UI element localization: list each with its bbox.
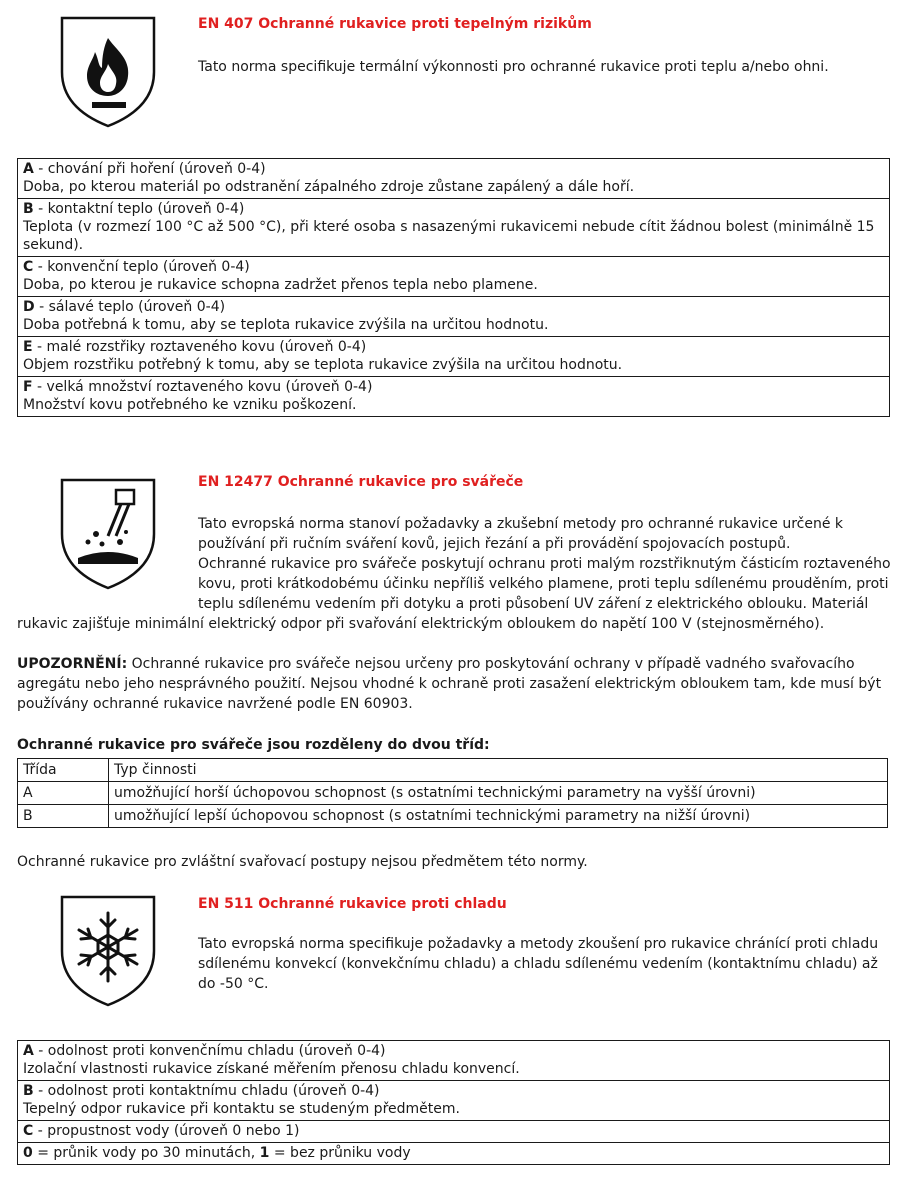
water-level-0-text: = průnik vody po 30 minutách,	[32, 1145, 260, 1161]
en511-criterion-a	[18, 1041, 889, 1081]
en511-description-line: do -50 °C.	[198, 976, 269, 992]
criterion-letter: B	[23, 1083, 34, 1099]
en12477-title: EN 12477 Ochranné rukavice pro svářeče	[198, 474, 524, 490]
flame-icon	[58, 14, 158, 130]
en12477-description-line: rukavic zajišťuje minimální elektrický odpor při svařování elektrickým obloukem do napětí 100 V (stejnosměrného).	[17, 616, 825, 632]
criterion-letter: C	[23, 1123, 34, 1139]
criterion-title: - chování při hoření (úroveň 0-4)	[33, 161, 266, 177]
table-row	[18, 782, 888, 805]
snowflake-icon	[58, 893, 158, 1009]
warning-label: UPOZORNĚNÍ:	[17, 656, 128, 672]
criterion-letter: E	[23, 339, 33, 355]
table-header-cell: Typ činnosti	[109, 759, 888, 782]
criterion-desc: Izolační vlastnosti rukavice získané měřením přenosu chladu konvencí.	[23, 1061, 520, 1077]
criterion-desc: Objem rozstřiku potřebný k tomu, aby se teplota rukavice zvýšila na určitou hodnotu.	[23, 357, 623, 373]
table-header-row	[18, 759, 888, 782]
en511-description-line: Tato evropská norma specifikuje požadavky a metody zkoušení pro rukavice chránící proti chladu	[198, 936, 879, 952]
criterion-desc: Tepelný odpor rukavice při kontaktu se studeným předmětem.	[23, 1101, 460, 1117]
table-cell: B	[18, 805, 109, 828]
water-level-0: 0	[23, 1145, 33, 1161]
water-level-1-text: = bez průniku vody	[269, 1145, 411, 1161]
en407-description-line: Tato norma specifikuje termální výkonnosti pro ochranné rukavice proti teplu a/nebo ohni.	[198, 59, 829, 75]
criterion-title: - odolnost proti kontaktnímu chladu (úroveň 0-4)	[33, 1083, 380, 1099]
en12477-description-line: Tato evropská norma stanoví požadavky a zkušební metody pro ochranné rukavice určené k	[198, 516, 843, 532]
table-cell: umožňující horší úchopovou schopnost (s ostatními technickými parametry na vyšší úrovni)	[109, 782, 888, 805]
en12477-description	[198, 514, 891, 614]
classes-table	[17, 758, 888, 828]
criterion-letter: F	[23, 379, 33, 395]
en407-criteria-box	[17, 158, 890, 417]
en511-criterion-b	[18, 1081, 889, 1121]
welding-icon	[58, 476, 158, 592]
en12477-description-line: Ochranné rukavice pro svářeče poskytují ochranu proti malým rozstřiknutým částicím roztaveného	[198, 556, 891, 572]
en12477-description-line: teplu sdílenému vedením při dotyku a proti působení UV záření z elektrického oblouku. Materiál	[198, 596, 869, 612]
criterion-desc: Množství kovu potřebného ke vzniku poškození.	[23, 397, 357, 413]
water-level-1: 1	[259, 1145, 270, 1161]
criterion-letter: A	[23, 1043, 34, 1059]
en511-title: EN 511 Ochranné rukavice proti chladu	[198, 896, 507, 912]
criterion-title: - kontaktní teplo (úroveň 0-4)	[33, 201, 245, 217]
criterion-title: - sálavé teplo (úroveň 0-4)	[34, 299, 226, 315]
criterion-letter: C	[23, 259, 34, 275]
criterion-desc: Doba potřebná k tomu, aby se teplota rukavice zvýšila na určitou hodnotu.	[23, 317, 549, 333]
en511-water-row	[18, 1143, 889, 1165]
criterion-title: - konvenční teplo (úroveň 0-4)	[33, 259, 250, 275]
en12477-note: Ochranné rukavice pro zvláštní svařovací postupy nejsou předmětem této normy.	[17, 854, 588, 870]
en407-title: EN 407 Ochranné rukavice proti tepelným rizikům	[198, 16, 592, 32]
en12477-description-line: kovu, proti krátkodobému účinku nepříliš velkého plamene, proti teplu sdílenému prouděním, proti	[198, 576, 889, 592]
criterion-title: - propustnost vody (úroveň 0 nebo 1)	[33, 1123, 300, 1139]
en12477-warning	[17, 654, 881, 714]
table-cell: umožňující lepší úchopovou schopnost (s ostatními technickými parametry na nižší úrovni)	[109, 805, 888, 828]
warning-text: agregátu nebo jeho nesprávného použití. Nejsou vhodné k ochraně proti zasažení elektrickým obloukem tam, kde musí být	[17, 676, 882, 692]
table-cell: A	[18, 782, 109, 805]
en407-criterion-b	[18, 199, 889, 257]
en511-criterion-c	[18, 1121, 889, 1143]
criterion-title: - malé rozstřiky roztaveného kovu (úroveň 0-4)	[32, 339, 367, 355]
criterion-letter: B	[23, 201, 34, 217]
en12477-description-line: používání při ručním sváření kovů, jejich řezání a při provádění spojovacích postupů.	[198, 536, 791, 552]
table-header-cell: Třída	[18, 759, 109, 782]
criterion-desc: Teplota (v rozmezí 100 °C až 500 °C), při které osoba s nasazenými rukavicemi nebude cítit žádnou bolest (minimálně 15	[23, 219, 875, 235]
en407-criterion-a	[18, 159, 889, 199]
table-row	[18, 805, 888, 828]
en407-criterion-d	[18, 297, 889, 337]
en511-description	[198, 934, 878, 994]
en407-criterion-f	[18, 377, 889, 417]
en407-criterion-e	[18, 337, 889, 377]
criterion-desc: Doba, po kterou materiál po odstranění zápalného zdroje zůstane zapálený a dále hoří.	[23, 179, 635, 195]
en12477-description-tail	[17, 614, 824, 634]
criterion-desc: Doba, po kterou je rukavice schopna zadržet přenos tepla nebo plamene.	[23, 277, 538, 293]
en407-criterion-c	[18, 257, 889, 297]
criterion-title: - velká množství roztaveného kovu (úroveň 0-4)	[32, 379, 373, 395]
criterion-letter: A	[23, 161, 34, 177]
criterion-letter: D	[23, 299, 35, 315]
en511-criteria-box	[17, 1040, 890, 1165]
criterion-title: - odolnost proti konvenčnímu chladu (úroveň 0-4)	[33, 1043, 386, 1059]
en407-description	[198, 57, 829, 77]
warning-text: Ochranné rukavice pro svářeče nejsou určeny pro poskytování ochrany v případě vadného svařovacího	[127, 656, 855, 672]
criterion-desc: sekund).	[23, 237, 84, 253]
classes-heading: Ochranné rukavice pro svářeče jsou rozděleny do dvou tříd:	[17, 737, 490, 753]
en511-description-line: sdílenému konvekcí (konvekčnímu chladu) a chladu sdílenému vedením (kontaktnímu chladu) až	[198, 956, 878, 972]
warning-text: používány ochranné rukavice navržené podle EN 60903.	[17, 696, 413, 712]
